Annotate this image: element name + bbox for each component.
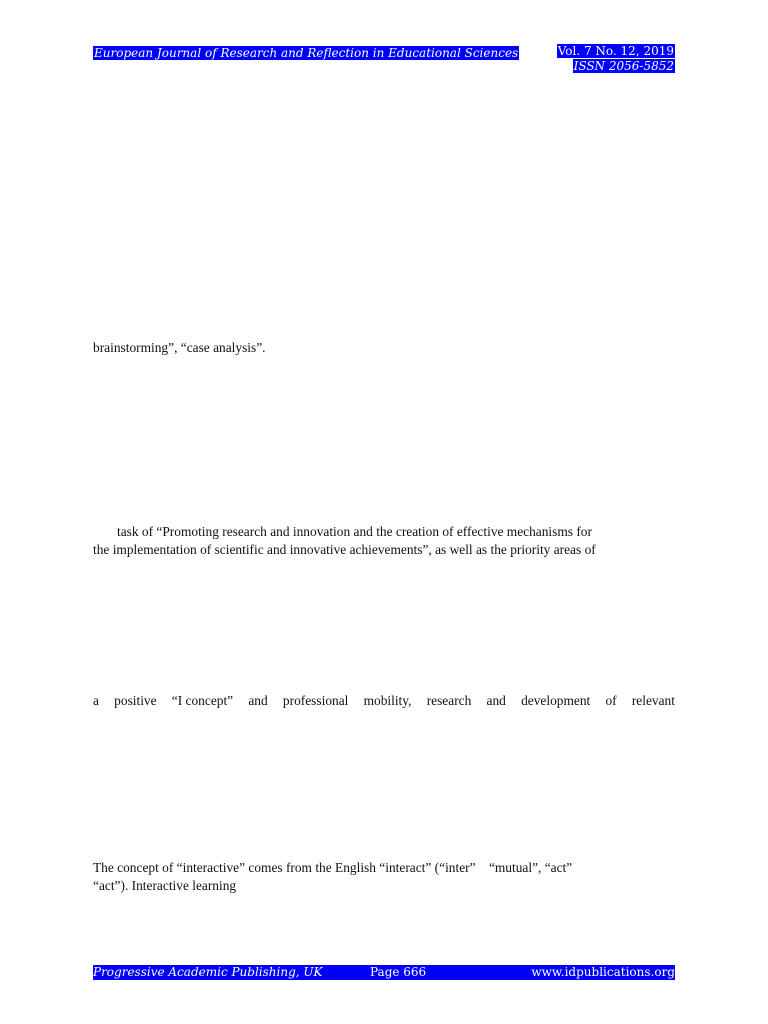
word: “I concept” — [171, 693, 234, 708]
publisher-website[interactable]: www.idpublications.org — [531, 965, 675, 979]
word: development — [521, 693, 591, 708]
word: relevant — [631, 693, 675, 708]
issue-info-header — [557, 44, 675, 73]
word: of — [605, 693, 617, 708]
issn-label: ISSN 2056-5852 — [573, 59, 674, 73]
word: and — [248, 693, 268, 708]
page-number: Page 666 — [370, 965, 427, 979]
word: positive — [114, 693, 157, 708]
word: research — [426, 693, 472, 708]
journal-title-header — [93, 44, 519, 62]
body-line-positive-concept — [93, 692, 675, 710]
body-line-interactive-learning: “act”). Interactive learning — [93, 878, 237, 893]
publisher-name: Progressive Academic Publishing, UK — [93, 965, 323, 979]
word: mobility, — [363, 693, 412, 708]
body-line-brainstorming: brainstorming”, “case analysis”. — [93, 340, 266, 355]
body-line-task: task of “Promoting research and innovation and the creation of effective mechanisms for — [117, 524, 592, 539]
word: and — [486, 693, 506, 708]
word: professional — [282, 693, 349, 708]
word: a — [93, 693, 99, 708]
journal-title: European Journal of Research and Reflection in Educational Sciences — [94, 46, 519, 60]
body-line-implementation: the implementation of scientific and innovative achievements”, as well as the priority areas of — [93, 542, 596, 557]
body-line-interactive-concept: The concept of “interactive” comes from the English “interact” (“inter” “mutual”, “act” — [93, 860, 573, 875]
volume-label: Vol. 7 No. 12, 2019 — [557, 44, 674, 58]
page-footer — [93, 965, 675, 980]
